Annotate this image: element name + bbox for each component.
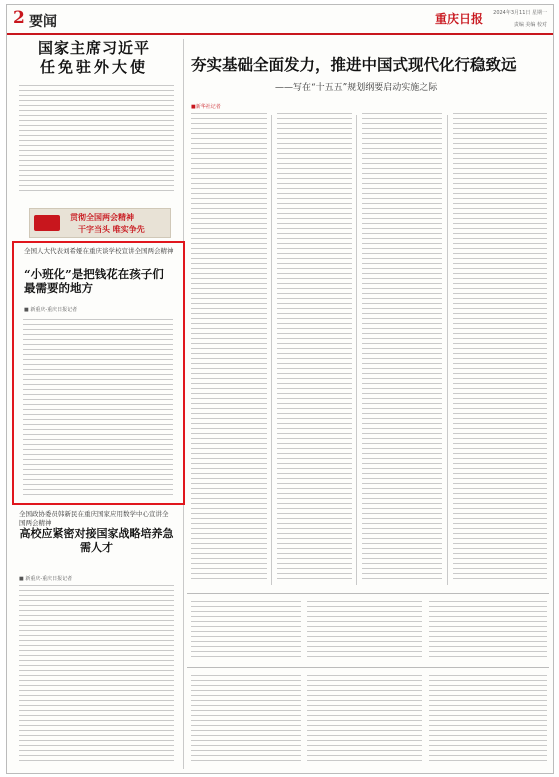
main-body-column-3 [362, 113, 442, 583]
bottom-body-column-2 [307, 675, 422, 767]
highlighted-body-text [23, 319, 173, 497]
editors-line: 责编 美编 校对 [513, 22, 547, 28]
left-top-body-text [19, 85, 174, 197]
banner-line-2: 干字当头 唯实争先 [78, 225, 145, 234]
column-divider [271, 115, 272, 585]
highlighted-byline: ■ 新重庆-重庆日报记者 [24, 307, 78, 313]
bottom-body-column-1 [191, 675, 301, 767]
bottom-body-column-3 [429, 675, 547, 767]
newspaper-page [6, 4, 554, 774]
lower-body-column-3 [429, 601, 547, 661]
main-byline: ■新华社记者 [191, 104, 221, 110]
section-rule [187, 593, 549, 594]
highlighted-kicker: 全国人大代表刘希娅在重庆谈学校宣讲全国两会精神 [24, 247, 174, 255]
main-body-column-2 [277, 113, 352, 583]
lower-body-column-2 [307, 601, 422, 661]
headline-line-2: 任免驻外大使 [39, 58, 148, 76]
main-body-column-1 [191, 113, 267, 583]
column-divider [356, 115, 357, 585]
highlighted-article-box[interactable] [12, 241, 185, 505]
left-bottom-body-text [19, 585, 174, 765]
headline-line-1: 国家主席习近平 [37, 39, 150, 57]
main-body-column-4 [453, 113, 547, 583]
paper-name: 重庆日报 [434, 12, 483, 26]
lantern-icon [34, 215, 60, 231]
section-number: 2 [13, 8, 25, 28]
left-bottom-byline: ■ 新重庆-重庆日报记者 [19, 576, 73, 582]
date-line: 2024年3月11日 星期一 [493, 10, 547, 16]
left-top-headline [15, 39, 173, 77]
left-bottom-kicker: 全国政协委员韩新民在重庆国家应用数学中心宣讲全国两会精神 [19, 510, 169, 527]
left-bottom-title: 高校应紧密对接国家战略培养急需人才 [19, 527, 174, 554]
masthead [7, 5, 553, 35]
column-divider [447, 115, 448, 585]
highlighted-title: “小班化”是把钱花在孩子们最需要的地方 [24, 267, 164, 295]
two-sessions-banner [29, 208, 171, 238]
banner-line-1: 贯彻全国两会精神 [70, 213, 134, 222]
main-subheadline: ——写在“十五五”规划纲要启动实施之际 [275, 83, 438, 93]
section-rule [187, 667, 549, 668]
section-name: 要闻 [29, 14, 57, 30]
main-headline: 夯实基础全面发力，推进中国式现代化行稳致远 [191, 55, 517, 74]
lower-body-column-1 [191, 601, 301, 661]
